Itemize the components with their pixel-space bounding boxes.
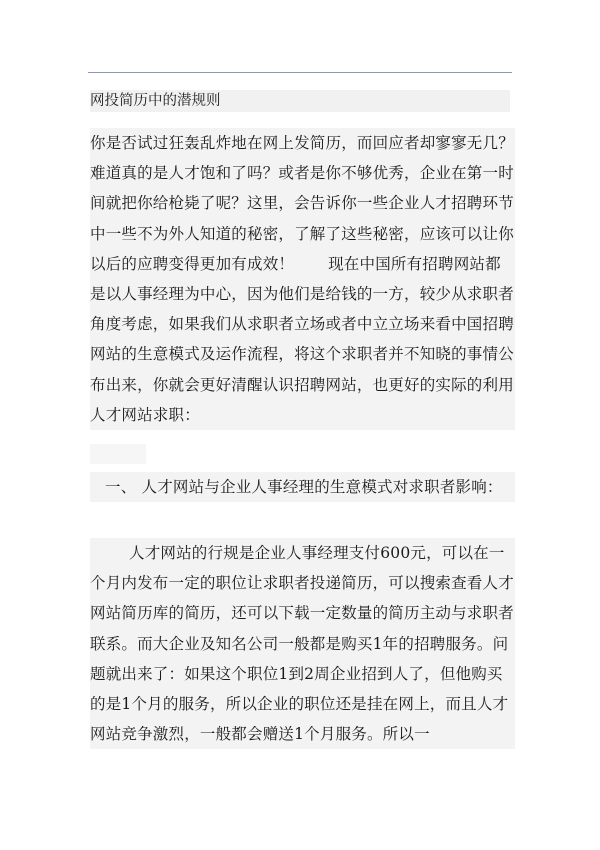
section-heading <box>90 472 515 502</box>
section-heading-text: 一、 人才网站与企业人事经理的生意模式对求职者影响： <box>105 478 503 496</box>
intro-paragraph <box>90 128 515 430</box>
blank-line <box>90 444 146 464</box>
document-title: 网投简历中的潜规则 <box>90 90 510 112</box>
section-paragraph <box>90 538 515 749</box>
section-paragraph-text: 人才网站的行规是企业人事经理支付600元，可以在一个月内发布一定的职位让求职者投递简历，可以搜索查看人才网站简历库的简历，还可以下载一定数量的简历主动与求职者联系。而大企业及知名公司一般都是购买1年的招聘服务。问题就出来了：如果这个职位1到2周企业招到人了，但他购买的是1个月的服务，所以企业的职位还是挂在网上，而且人才网站竞争激烈，一般都会赠送1个月服务。所以一 <box>90 544 514 744</box>
intro-text-continued: 现在中国所有招聘网站都是以人事经理为中心，因为他们是给钱的一方，较少从求职者角度考虑，如果我们从求职者立场或者中立立场来看中国招聘网站的生意模式及运作流程，将这个求职者并不知晓的事情公布出来，你就会更好清醒认识招聘网站，也更好的实际的利用人才网站求职： <box>90 254 514 424</box>
intro-text: 你是否试过狂轰乱炸地在网上发简历，而回应者却寥寥无几？难道真的是人才饱和了吗？或者是你不够优秀，企业在第一时间就把你给枪毙了呢？这里，会告诉你一些企业人才招聘环节中一些不为外人知道的秘密，了解了这些秘密，应该可以让你以后的应聘变得更加有成效！ <box>90 134 514 273</box>
header-rule <box>88 72 512 73</box>
